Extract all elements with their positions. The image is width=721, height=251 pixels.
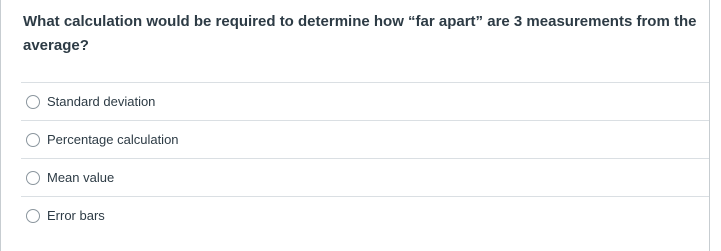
- question-text: What calculation would be required to determine how “far apart” are 3 measurements from the average?: [23, 13, 697, 54]
- radio-button[interactable]: [26, 133, 40, 147]
- answer-label: Standard deviation: [47, 94, 156, 109]
- answer-option-standard-deviation[interactable]: [21, 82, 709, 120]
- radio-button[interactable]: [26, 171, 40, 185]
- answer-option-percentage-calculation[interactable]: [21, 120, 709, 158]
- answer-label: Error bars: [47, 208, 105, 223]
- answer-label: Mean value: [47, 170, 115, 185]
- answer-list: [1, 82, 709, 234]
- radio-button[interactable]: [26, 95, 40, 109]
- radio-button[interactable]: [26, 209, 40, 223]
- answer-option-mean-value[interactable]: [21, 158, 709, 196]
- answer-label: Percentage calculation: [47, 132, 179, 147]
- answer-option-error-bars[interactable]: [21, 196, 709, 234]
